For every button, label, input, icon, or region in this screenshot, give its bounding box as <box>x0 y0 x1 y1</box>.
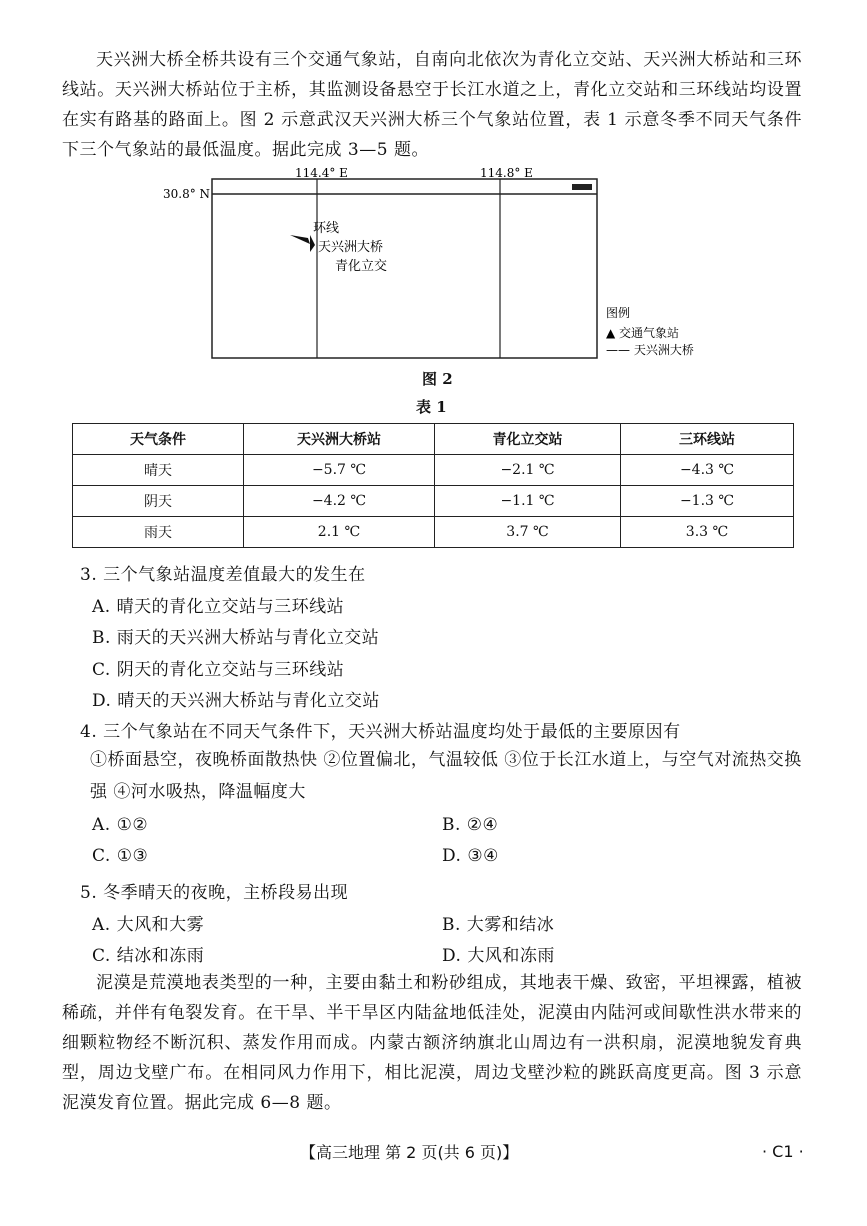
map-frame <box>212 179 597 358</box>
page-footer: 【高三地理 第 2 页(共 6 页)】 <box>300 1143 519 1162</box>
intro-paragraph-2: 泥漠是荒漠地表类型的一种，主要由黏土和粉砂组成，其地表干燥、致密，平坦裸露，植被稀疏，并伴有龟裂发育。在干旱、半干旱区内陆盆地低洼处，泥漠由内陆河或间歇性洪水带来的细颗粒物经不断沉积、蒸发作用而成。内蒙古额济纳旗北山周边有一洪积扇，泥漠地貌发育典型，周边戈壁广布。在相同风力作用下，相比泥漠，周边戈壁沙粒的跳跃高度更高。图 3 示意泥漠发育位置。据此完成 6—8 题。 <box>62 973 802 1113</box>
north-arrow-block <box>572 184 592 190</box>
figure-2-map <box>160 160 720 365</box>
table-cell: −4.2 ℃ <box>244 486 435 517</box>
table-cell: −1.1 ℃ <box>435 486 621 517</box>
latitude-label: 30.8° N <box>163 187 211 201</box>
intro-paragraph-1: 天兴洲大桥全桥共设有三个交通气象站，自南向北依次为青化立交站、天兴洲大桥站和三环线站。天兴洲大桥站位于主桥，其监测设备悬空于长江水道之上，青化立交站和三环线站均设置在实有路基的路面上。图 2 示意武汉天兴洲大桥三个气象站位置，表 1 示意冬季不同天气条件下三个气象站的最低温度。据此完成 3—5 题。 <box>62 50 802 160</box>
table-header-row <box>73 424 794 455</box>
table-header-cell: 天兴洲大桥站 <box>244 424 435 455</box>
station-marker-ring <box>290 235 310 244</box>
table-cell: −1.3 ℃ <box>621 486 794 517</box>
legend-bridge: —— 天兴洲大桥 <box>606 343 694 357</box>
table-1-caption: 表 1 <box>416 398 447 416</box>
label-tianxingzhou-bridge: 天兴洲大桥 <box>318 240 384 255</box>
question-4-option-d: D. ③④ <box>442 846 499 866</box>
table-header-cell: 天气条件 <box>73 424 244 455</box>
figure-2-caption: 图 2 <box>422 370 453 388</box>
page-code: · C1 · <box>762 1142 804 1161</box>
question-3-option-d: D. 晴天的天兴洲大桥站与青化立交站 <box>92 691 380 711</box>
question-5-option-a: A. 大风和大雾 <box>92 915 205 935</box>
question-4-option-b: B. ②④ <box>442 815 499 835</box>
table-header-cell: 青化立交站 <box>435 424 621 455</box>
legend-station: ▲ 交通气象站 <box>606 326 680 340</box>
question-5-option-d: D. 大风和冻雨 <box>442 946 555 966</box>
table-cell: −2.1 ℃ <box>435 455 621 486</box>
question-5-stem: 5. 冬季晴天的夜晚，主桥段易出现 <box>80 883 349 903</box>
question-3-option-a: A. 晴天的青化立交站与三环线站 <box>92 597 345 617</box>
longitude-label-2: 114.8° E <box>480 166 533 180</box>
table-cell: 3.3 ℃ <box>621 517 794 548</box>
question-4-option-a: A. ①② <box>92 815 149 835</box>
label-qinghua: 青化立交 <box>335 259 388 274</box>
table-cell: 阴天 <box>73 486 244 517</box>
question-4-stem: 4. 三个气象站在不同天气条件下，天兴洲大桥站温度均处于最低的主要原因有 <box>80 722 681 742</box>
question-4-option-c: C. ①③ <box>92 846 149 866</box>
legend-title: 图例 <box>606 306 631 320</box>
question-3-stem: 3. 三个气象站温度差值最大的发生在 <box>80 565 366 585</box>
table-cell: 晴天 <box>73 455 244 486</box>
label-ring-line: 环线 <box>313 221 340 236</box>
table-row <box>73 517 794 548</box>
question-3-option-b: B. 雨天的天兴洲大桥站与青化立交站 <box>92 628 380 648</box>
table-cell: −5.7 ℃ <box>244 455 435 486</box>
table-cell: 2.1 ℃ <box>244 517 435 548</box>
table-row <box>73 455 794 486</box>
table-cell: 雨天 <box>73 517 244 548</box>
bridge-line <box>310 235 315 252</box>
longitude-label-1: 114.4° E <box>295 166 348 180</box>
question-4-items: ①桥面悬空，夜晚桥面散热快 ②位置偏北，气温较低 ③位于长江水道上，与空气对流热交换强 ④河水吸热，降温幅度大 <box>90 750 802 802</box>
table-header-cell: 三环线站 <box>621 424 794 455</box>
table-cell: −4.3 ℃ <box>621 455 794 486</box>
table-1 <box>72 423 794 548</box>
question-3-option-c: C. 阴天的青化立交站与三环线站 <box>92 660 345 680</box>
table-row <box>73 486 794 517</box>
table-cell: 3.7 ℃ <box>435 517 621 548</box>
question-5-option-b: B. 大雾和结冰 <box>442 915 555 935</box>
question-5-option-c: C. 结冰和冻雨 <box>92 946 205 966</box>
